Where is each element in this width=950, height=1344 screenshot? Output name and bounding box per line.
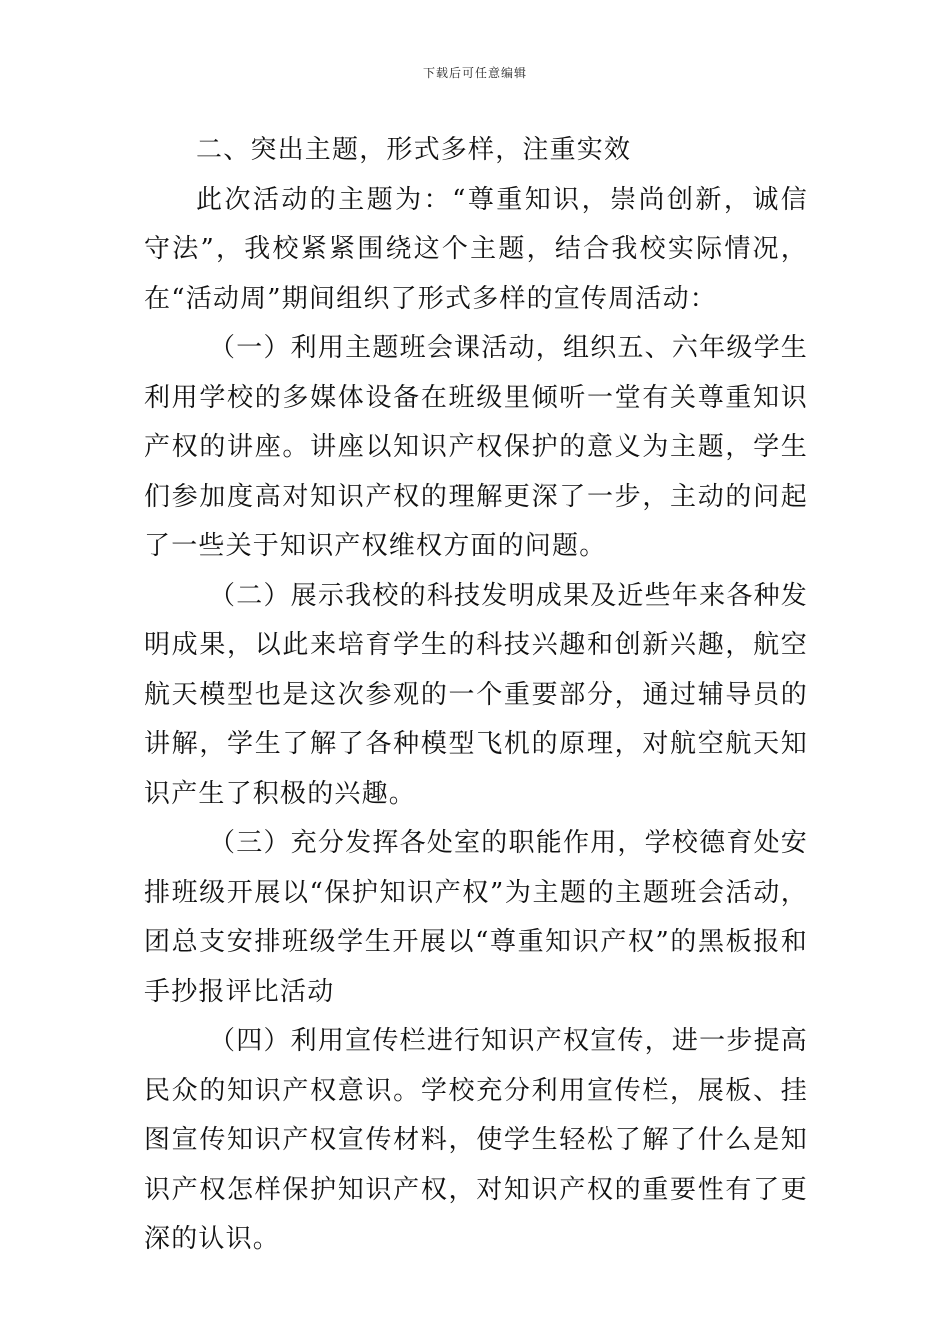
item-paragraph-4: （四）利用宣传栏进行知识产权宣传，进一步提高民众的知识产权意识。学校充分利用宣传栏，展板、挂图宣传知识产权宣传材料，使学生轻松了解了什么是知识产权怎样保护知识产权，对知识产权的重要性有了更深的认识。 — [144, 1026, 808, 1254]
item-paragraph-3: （三）充分发挥各处室的职能作用，学校德育处安排班级开展以“保护知识产权”为主题的主题班会活动，团总支安排班级学生开展以“尊重知识产权”的黑板报和手抄报评比活动 — [144, 828, 808, 1007]
item-paragraph-1: （一）利用主题班会课活动，组织五、六年级学生利用学校的多媒体设备在班级里倾听一堂有关尊重知识产权的讲座。讲座以知识产权保护的意义为主题，学生们参加度高对知识产权的理解更深了一步，主动的问起了一些关于知识产权维权方面的问题。 — [144, 333, 808, 561]
document-body — [144, 126, 808, 1265]
intro-paragraph: 此次活动的主题为：“尊重知识，崇尚创新，诚信守法”，我校紧紧围绕这个主题，结合我校实际情况，在“活动周”期间组织了形式多样的宣传周活动： — [144, 184, 808, 314]
section-heading: 二、突出主题，形式多样，注重实效 — [196, 135, 632, 165]
header-note: 下载后可任意编辑 — [422, 66, 527, 80]
item-paragraph-2: （二）展示我校的科技发明成果及近些年来各种发明成果，以此来培育学生的科技兴趣和创新兴趣，航空航天模型也是这次参观的一个重要部分，通过辅导员的讲解，学生了解了各种模型飞机的原理，对航空航天知识产生了积极的兴趣。 — [144, 580, 808, 809]
